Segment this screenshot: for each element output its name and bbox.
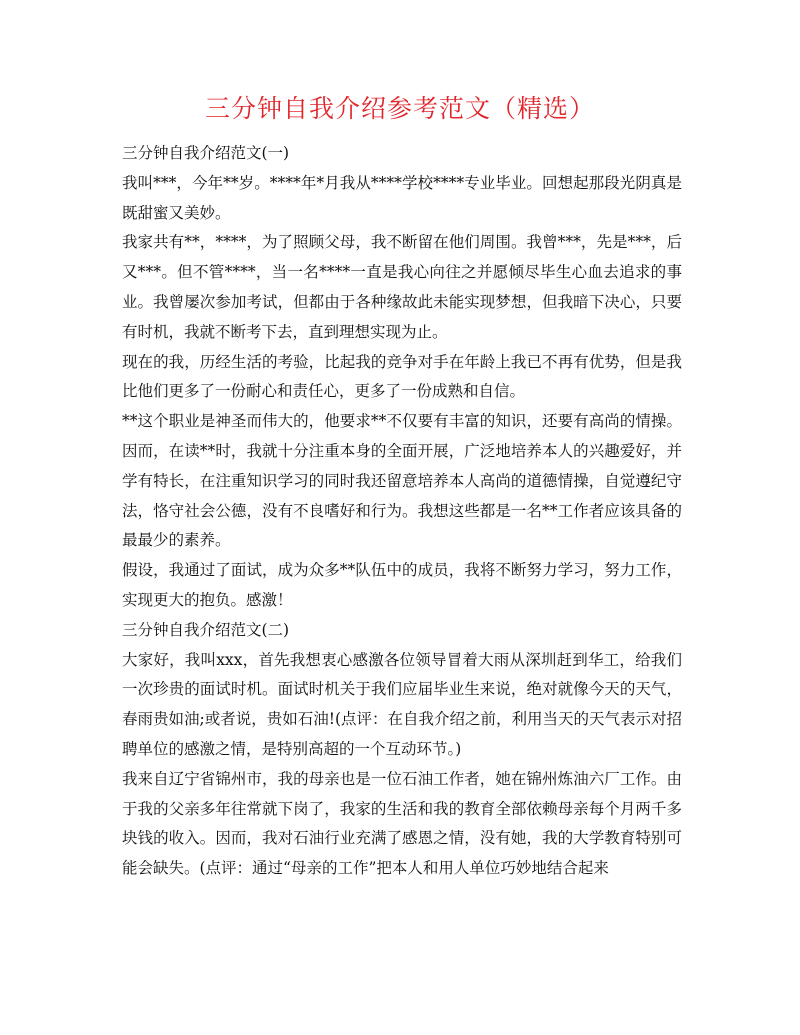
paragraph: 我叫***，今年**岁。****年*月我从****学校****专业毕业。回想起那段光阴真是既甜蜜又美妙。 [122, 173, 682, 222]
paragraph: 假设，我通过了面试，成为众多**队伍中的成员，我将不断努力学习，努力工作，实现更大的抱负。感激！ [122, 561, 682, 609]
paragraph: **这个职业是神圣而伟大的，他要求**不仅要有丰富的知识，还要有高尚的情操。因而，在读**时，我就十分注重本身的全面开展，广泛地培养本人的兴趣爱好，并学有特长，在注重知识学习的同时我还留意培养本人高尚的道德情操，自觉遵纪守法，恪守社会公德，没有不良嗜好和行为。我想这些都是一名**工作者应该具备的最最少的素养。 [122, 412, 682, 550]
section-heading-2: 三分钟自我介绍范文(二) [122, 620, 290, 639]
paragraph: 我来自辽宁省锦州市，我的母亲也是一位石油工作者，她在锦州炼油六厂工作。由于我的父亲多年往常就下岗了，我家的生活和我的教育全部依赖母亲每个月两千多块钱的收入。因而，我对石油行业充满了感恩之情，没有她，我的大学教育特别可能会缺失。(点评：通过“母亲的工作”把本人和用人单位巧妙地结合起来 [122, 769, 682, 878]
document-body [122, 139, 682, 884]
paragraph: 大家好，我叫xxx，首先我想衷心感激各位领导冒着大雨从深圳赶到华工，给我们一次珍贵的面试时机。面试时机关于我们应届毕业生来说，绝对就像今天的天气，春雨贵如油;或者说，贵如石油!(点评：在自我介绍之前，利用当天的天气表示对招聘单位的感激之情，是特别高超的一个互动环节。) [122, 650, 683, 758]
paragraph: 现在的我，历经生活的考验，比起我的竞争对手在年龄上我已不再有优势，但是我比他们更多了一份耐心和责任心，更多了一份成熟和自信。 [122, 352, 682, 401]
document-title: 三分钟自我介绍参考范文（精选） [204, 94, 595, 123]
section-heading-1: 三分钟自我介绍范文(一) [122, 144, 290, 162]
paragraph: 我家共有**，****，为了照顾父母，我不断留在他们周围。我曾***，先是***，后又***。但不管****，当一名****一直是我心向往之并愿倾尽毕生心血去追求的事业。我曾屡次参加考试，但都由于各种缘故此未能实现梦想，但我暗下决心，只要有时机，我就不断考下去，直到理想实现为止。 [122, 233, 682, 341]
